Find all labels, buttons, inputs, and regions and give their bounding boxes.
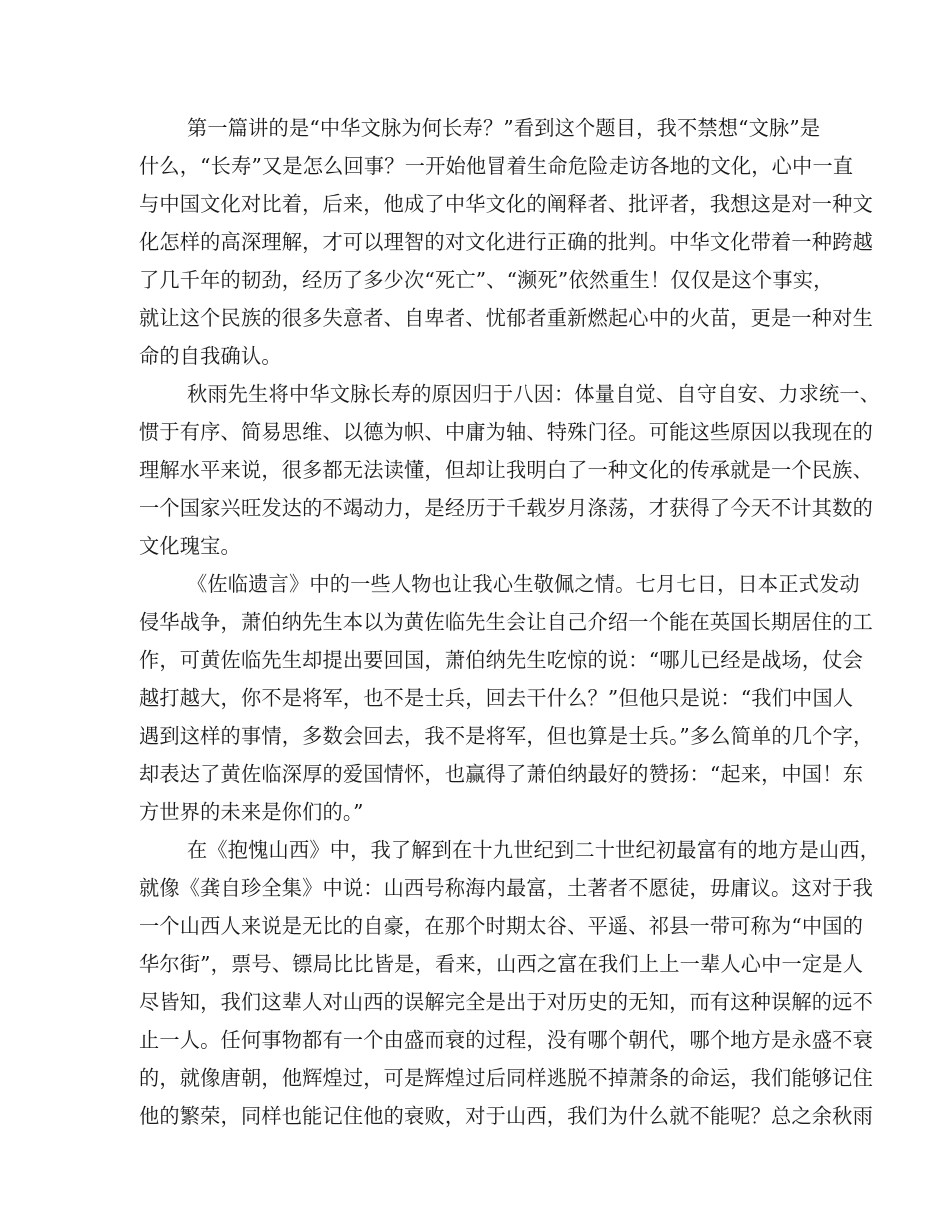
- paragraph-2-line-4: 一个国家兴旺发达的不竭动力，是经历于千载岁月涤荡，才获得了今天不计其数的: [139, 496, 873, 520]
- paragraph-1-line-5: 了几千年的韧劲，经历了多少次“死亡”、“濒死”依然重生！仅仅是这个事实，: [139, 268, 834, 292]
- paragraph-4-line-5: 尽皆知，我们这辈人对山西的误解完全是出于对历史的无知，而有这种误解的远不: [139, 990, 873, 1014]
- paragraph-4-line-4: 华尔街”，票号、镖局比比皆是，看来，山西之富在我们上上一辈人心中一定是人: [139, 952, 864, 976]
- paragraph-1-line-1: 第一篇讲的是“中华文脉为何长寿？”看到这个题目，我不禁想“文脉”是: [187, 116, 821, 140]
- paragraph-2-line-2: 惯于有序、简易思维、以德为帜、中庸为轴、特殊门径。可能这些原因以我现在的: [139, 420, 873, 444]
- paragraph-3-line-3: 作，可黄佐临先生却提出要回国，萧伯纳先生吃惊的说：“哪儿已经是战场，仗会: [139, 648, 864, 672]
- paragraph-1-line-2: 什么，“长寿”又是怎么回事？一开始他冒着生命危险走访各地的文化，心中一直: [139, 154, 854, 178]
- document-page: [139, 0, 881, 1230]
- paragraph-3-line-4: 越打越大，你不是将军，也不是士兵，回去干什么？”但他只是说：“我们中国人: [139, 686, 854, 710]
- paragraph-3-line-1: 《佐临遗言》中的一些人物也让我心生敬佩之情。七月七日，日本正式发动: [187, 572, 860, 596]
- paragraph-2-line-5: 文化瑰宝。: [139, 534, 241, 558]
- paragraph-4-line-7: 的，就像唐朝，他辉煌过，可是辉煌过后同样逃脱不掉萧条的命运，我们能够记住: [139, 1066, 873, 1090]
- paragraph-4-line-2: 就像《龚自珍全集》中说：山西号称海内最富，土著者不愿徒，毋庸议。这对于我: [139, 876, 873, 900]
- paragraph-3-line-5: 遇到这样的事情，多数会回去，我不是将军，但也算是士兵。”多么简单的几个字，: [139, 724, 874, 748]
- paragraph-2-line-1: 秋雨先生将中华文脉长寿的原因归于八因：体量自觉、自守自安、力求统一、: [187, 382, 881, 406]
- paragraph-3-line-2: 侵华战争，萧伯纳先生本以为黄佐临先生会让自己介绍一个能在英国长期居住的工: [139, 610, 873, 634]
- paragraph-2-line-3: 理解水平来说，很多都无法读懂，但却让我明白了一种文化的传承就是一个民族、: [139, 458, 873, 482]
- paragraph-4-line-8: 他的繁荣，同样也能记住他的衰败，对于山西，我们为什么就不能呢？总之余秋雨: [139, 1104, 873, 1128]
- paragraph-1-line-4: 化怎样的高深理解，才可以理智的对文化进行正确的批判。中华文化带着一种跨越: [139, 230, 873, 254]
- paragraph-1-line-7: 命的自我确认。: [139, 344, 282, 368]
- paragraph-1-line-3: 与中国文化对比着，后来，他成了中华文化的阐释者、批评者，我想这是对一种文: [139, 192, 873, 216]
- paragraph-4-line-6: 止一人。任何事物都有一个由盛而衰的过程，没有哪个朝代，哪个地方是永盛不衰: [139, 1028, 873, 1052]
- paragraph-3-line-7: 方世界的未来是你们的。”: [139, 800, 364, 824]
- paragraph-1-line-6: 就让这个民族的很多失意者、自卑者、忧郁者重新燃起心中的火苗，更是一种对生: [139, 306, 873, 330]
- paragraph-4-line-3: 一个山西人来说是无比的自豪，在那个时期太谷、平遥、祁县一带可称为“中国的: [139, 914, 864, 938]
- paragraph-4-line-1: 在《抱愧山西》中，我了解到在十九世纪到二十世纪初最富有的地方是山西，: [187, 838, 881, 862]
- paragraph-3-line-6: 却表达了黄佐临深厚的爱国情怀，也赢得了萧伯纳最好的赞扬：“起来，中国！东: [139, 762, 864, 786]
